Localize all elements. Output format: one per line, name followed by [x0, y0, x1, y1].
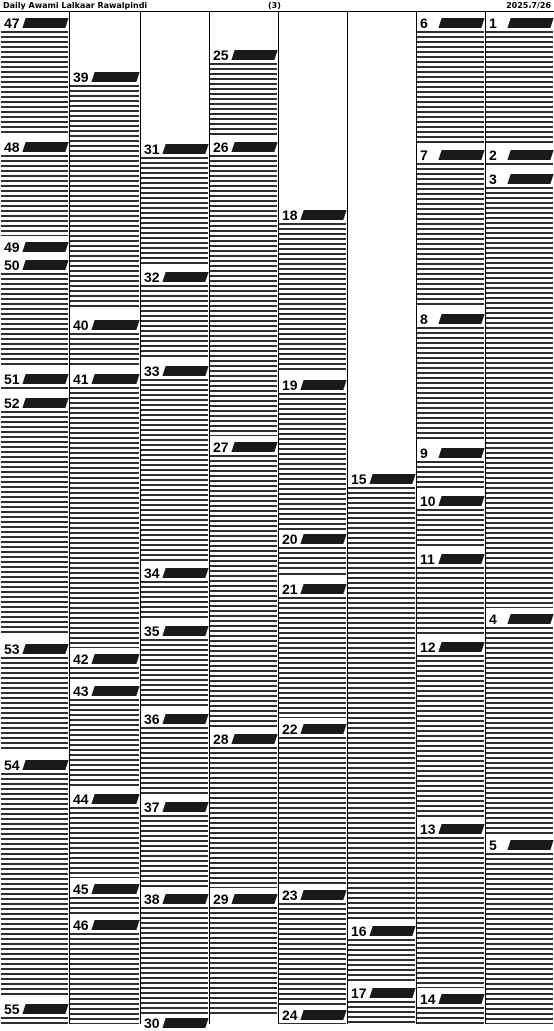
header-bar [22, 242, 68, 252]
header-bar [369, 988, 415, 998]
classified-ad-number: 10 [420, 493, 436, 509]
classified-ad-header [0, 240, 69, 255]
header-bar [91, 72, 139, 82]
classified-ad-header [209, 48, 278, 63]
classified-ad-number: 6 [420, 15, 428, 31]
column-rule [278, 12, 279, 1024]
issue-date: 2025،7/26 [506, 1, 551, 10]
classified-ad-header [140, 624, 209, 639]
newspaper-title: Daily Awami Lalkaar Rawalpindi [3, 1, 148, 10]
classified-ad-number: 31 [144, 141, 160, 157]
header-bar [300, 1010, 346, 1020]
classified-ad-text [279, 903, 346, 1006]
classified-ad-text [279, 737, 346, 884]
header-bar [162, 802, 208, 812]
header-bar [438, 18, 484, 28]
classified-ad-number: 54 [4, 757, 20, 773]
classified-ad-header [69, 372, 140, 387]
classified-ad-number: 37 [144, 799, 160, 815]
header-bar [22, 142, 68, 152]
classified-page [0, 12, 554, 1031]
header-bar [300, 724, 346, 734]
classified-column [347, 12, 416, 1024]
classified-ad-header [0, 1002, 69, 1017]
classified-ad-header [69, 684, 140, 699]
classified-ad-header [69, 792, 140, 807]
header-bar [91, 686, 139, 696]
classified-ad-header [140, 270, 209, 285]
classified-ad-number: 2 [489, 147, 497, 163]
classified-ad-text [279, 547, 346, 572]
header-bar [22, 398, 68, 408]
classified-ad-text [348, 939, 415, 982]
header-bar [22, 260, 68, 270]
classified-ad-header [209, 440, 278, 455]
classified-ad-header [278, 1008, 347, 1023]
classified-ad-number: 33 [144, 363, 160, 379]
classified-ad-number: 44 [73, 791, 89, 807]
classified-ad-number: 27 [213, 439, 229, 455]
classified-ad-number: 53 [4, 641, 20, 657]
classified-ad-header [416, 992, 485, 1007]
classified-ad-text [70, 699, 139, 788]
classified-ad-text [1, 411, 68, 636]
header-bar [300, 210, 346, 220]
classified-ad-header [485, 612, 554, 627]
classified-ad-number: 39 [73, 69, 89, 85]
header-bar [162, 568, 208, 578]
classified-ad-header [416, 822, 485, 837]
classified-ad-header [0, 396, 69, 411]
classified-ad-text [141, 815, 208, 888]
classified-ad-number: 3 [489, 171, 497, 187]
masthead [0, 0, 554, 12]
classified-ad-number: 40 [73, 317, 89, 333]
classified-ad-text [210, 155, 277, 436]
classified-ad-number: 8 [420, 311, 428, 327]
classified-ad-header [140, 364, 209, 379]
classified-ad-header [0, 372, 69, 387]
classified-ad-header [485, 16, 554, 31]
classified-ad-text [1, 155, 68, 236]
classified-column [485, 12, 554, 1024]
classified-ad-number: 50 [4, 257, 20, 273]
classified-ad-number: 47 [4, 15, 20, 31]
header-bar [22, 1004, 68, 1014]
header-bar [507, 18, 553, 28]
classified-ad-header [69, 318, 140, 333]
classified-ad-text [70, 933, 139, 1024]
classified-ad-number: 9 [420, 445, 428, 461]
classified-ad-number: 52 [4, 395, 20, 411]
classified-ad-header [416, 148, 485, 163]
classified-ad-header [140, 566, 209, 581]
classified-ad-number: 24 [282, 1007, 298, 1023]
classified-ad-text [70, 807, 139, 878]
classified-ad-header [0, 140, 69, 155]
header-bar [162, 626, 208, 636]
classified-ad-number: 36 [144, 711, 160, 727]
classified-ad-text [141, 727, 208, 796]
classified-ad-header [278, 888, 347, 903]
classified-ad-text [141, 907, 208, 1014]
classified-ad-number: 1 [489, 15, 497, 31]
classified-ad-number: 29 [213, 891, 229, 907]
classified-column [69, 12, 140, 1024]
classified-ad-number: 21 [282, 581, 298, 597]
header-bar [438, 994, 484, 1004]
header-bar [22, 644, 68, 654]
classified-ad-header [416, 446, 485, 461]
header-bar [507, 614, 553, 624]
classified-ad-header [278, 722, 347, 737]
classified-ad-number: 4 [489, 611, 497, 627]
header-bar [91, 654, 139, 664]
classified-ad-text [417, 1007, 484, 1024]
classified-ad-header [485, 148, 554, 163]
classified-ad-header [69, 918, 140, 933]
classified-column [140, 12, 209, 1031]
classified-ad-number: 42 [73, 651, 89, 667]
classified-ad-number: 12 [420, 639, 436, 655]
classified-ad-text [417, 461, 484, 490]
classified-ad-header [0, 16, 69, 31]
classified-ad-text [486, 853, 553, 1024]
classified-ad-text [486, 163, 553, 168]
classified-ad-text [1, 273, 68, 368]
header-bar [91, 320, 139, 330]
classified-ad-number: 15 [351, 471, 367, 487]
header-bar [91, 794, 139, 804]
header-bar [22, 374, 68, 384]
header-bar [438, 642, 484, 652]
classified-ad-text [1, 31, 68, 136]
classified-ad-number: 43 [73, 683, 89, 699]
classified-ad-text [70, 333, 139, 368]
header-bar [300, 380, 346, 390]
header-bar [162, 144, 208, 154]
header-bar [507, 150, 553, 160]
header-bar [22, 18, 68, 28]
classified-ad-number: 38 [144, 891, 160, 907]
classified-ad-header [416, 312, 485, 327]
classified-ad-number: 55 [4, 1001, 20, 1017]
classified-ad-header [140, 712, 209, 727]
header-bar [300, 584, 346, 594]
header-bar [300, 534, 346, 544]
classified-ad-text [70, 897, 139, 914]
classified-ad-number: 7 [420, 147, 428, 163]
classified-ad-header [485, 838, 554, 853]
header-bar [507, 174, 553, 184]
classified-ad-text [348, 487, 415, 920]
header-bar [369, 926, 415, 936]
classified-ad-header [278, 208, 347, 223]
classified-ad-text [141, 379, 208, 562]
header-bar [300, 890, 346, 900]
classified-ad-number: 16 [351, 923, 367, 939]
classified-ad-header [416, 552, 485, 567]
header-bar [162, 366, 208, 376]
classified-ad-number: 35 [144, 623, 160, 639]
classified-ad-header [416, 16, 485, 31]
classified-ad-number: 23 [282, 887, 298, 903]
classified-column [0, 12, 69, 1024]
column-rule [416, 12, 417, 1024]
header-bar [231, 734, 277, 744]
classified-ad-text [417, 655, 484, 818]
header-bar [22, 760, 68, 770]
classified-ad-header [416, 494, 485, 509]
classified-ad-text [70, 667, 139, 680]
classified-ad-number: 32 [144, 269, 160, 285]
classified-ad-number: 14 [420, 991, 436, 1007]
classified-ad-number: 13 [420, 821, 436, 837]
classified-ad-header [69, 652, 140, 667]
classified-ad-text [348, 1001, 415, 1024]
classified-ad-number: 22 [282, 721, 298, 737]
classified-ad-header [69, 882, 140, 897]
page-number: (3) [268, 1, 281, 10]
classified-ad-number: 5 [489, 837, 497, 853]
classified-ad-number: 30 [144, 1015, 160, 1031]
column-rule [209, 12, 210, 1024]
header-bar [231, 142, 277, 152]
column-rule [485, 12, 486, 1024]
classified-ad-number: 51 [4, 371, 20, 387]
classified-ad-header [140, 800, 209, 815]
classified-ad-header [485, 172, 554, 187]
classified-ad-header [0, 258, 69, 273]
header-bar [91, 920, 139, 930]
header-bar [162, 714, 208, 724]
header-bar [438, 496, 484, 506]
classified-column [209, 12, 278, 1024]
header-bar [231, 50, 277, 60]
classified-ad-header [209, 732, 278, 747]
classified-ad-number: 11 [420, 551, 435, 567]
classified-column [416, 12, 485, 1024]
classified-ad-text [210, 63, 277, 136]
classified-ad-number: 26 [213, 139, 229, 155]
classified-ad-text [279, 597, 346, 718]
header-bar [438, 554, 484, 564]
classified-ad-number: 18 [282, 207, 298, 223]
classified-ad-header [209, 892, 278, 907]
classified-ad-number: 46 [73, 917, 89, 933]
classified-ad-text [141, 581, 208, 620]
header-bar [231, 894, 277, 904]
classified-ad-header [0, 642, 69, 657]
column-rule [347, 12, 348, 1024]
classified-ad-text [486, 31, 553, 146]
classified-ad-text [1, 1017, 68, 1024]
classified-ad-header [416, 640, 485, 655]
header-bar [438, 314, 484, 324]
classified-ad-header [347, 986, 416, 1001]
classified-ad-text [417, 567, 484, 636]
classified-ad-number: 19 [282, 377, 298, 393]
column-rule [69, 12, 70, 1024]
classified-ad-text [70, 387, 139, 648]
classified-ad-header [347, 924, 416, 939]
column-rule [140, 12, 141, 1024]
header-bar [438, 824, 484, 834]
classified-ad-number: 28 [213, 731, 229, 747]
classified-ad-header [0, 758, 69, 773]
classified-ad-text [210, 455, 277, 728]
header-bar [231, 442, 277, 452]
header-bar [162, 272, 208, 282]
classified-ad-number: 34 [144, 565, 160, 581]
classified-ad-text [486, 187, 553, 608]
classified-ad-text [141, 285, 208, 360]
header-bar [91, 374, 139, 384]
header-bar [91, 884, 139, 894]
classified-ad-text [417, 509, 484, 548]
classified-column [278, 12, 347, 1024]
classified-ad-number: 25 [213, 47, 229, 63]
classified-ad-header [209, 140, 278, 155]
classified-ad-text [417, 327, 484, 442]
classified-ad-text [417, 837, 484, 988]
classified-ad-text [417, 163, 484, 308]
classified-ad-number: 20 [282, 531, 298, 547]
classified-ad-header [278, 582, 347, 597]
classified-ad-number: 41 [73, 371, 89, 387]
header-bar [162, 1018, 208, 1028]
header-bar [507, 840, 553, 850]
classified-ad-text [1, 387, 68, 390]
classified-ad-text [210, 907, 277, 1016]
header-bar [162, 894, 208, 904]
classified-ad-text [141, 639, 208, 708]
classified-ad-text [141, 157, 208, 266]
classified-ad-number: 17 [351, 985, 367, 1001]
classified-ad-text [210, 747, 277, 888]
classified-ad-text [486, 627, 553, 834]
classified-ad-header [278, 532, 347, 547]
classified-ad-text [1, 657, 68, 752]
classified-ad-text [279, 223, 346, 372]
classified-ad-header [278, 378, 347, 393]
header-bar [369, 474, 415, 484]
classified-ad-text [1, 773, 68, 998]
classified-ad-header [140, 142, 209, 157]
classified-ad-number: 49 [4, 239, 20, 255]
classified-ad-number: 48 [4, 139, 20, 155]
classified-ad-header [347, 472, 416, 487]
classified-ad-header [140, 892, 209, 907]
header-bar [438, 150, 484, 160]
classified-ad-text [417, 31, 484, 144]
classified-ad-text [70, 85, 139, 310]
classified-ad-header [69, 70, 140, 85]
header-bar [438, 448, 484, 458]
classified-ad-number: 45 [73, 881, 89, 897]
